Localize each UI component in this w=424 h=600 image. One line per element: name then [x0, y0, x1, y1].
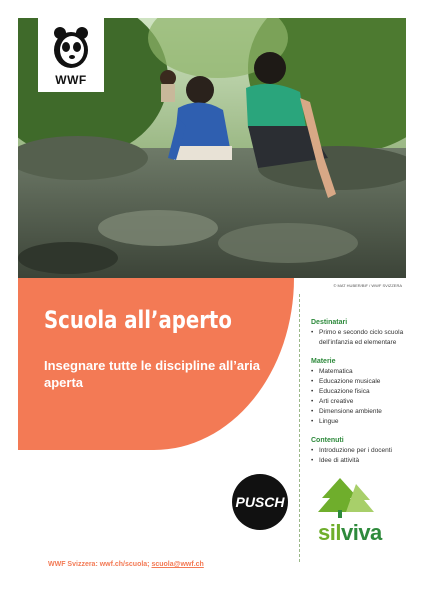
- page-subtitle: Insegnare tutte le discipline all’aria aperta: [44, 358, 261, 390]
- list-item: • Introduzione per i docenti: [311, 446, 411, 456]
- section-heading-contenuti: Contenuti: [311, 437, 344, 444]
- list-destinatari: [311, 328, 411, 348]
- panda-icon: [47, 24, 95, 70]
- section-heading-destinatari: Destinatari: [311, 319, 348, 326]
- list-item: • Idee di attività: [311, 456, 411, 466]
- list-item: • Arti creative: [311, 397, 411, 407]
- page-title: Scuola all’aperto: [44, 306, 232, 334]
- photo-credit: © MAT HUBER/BIF / WWF SVIZZERA: [333, 283, 402, 288]
- list-item: • Matematica: [311, 367, 411, 377]
- list-item: • Lingue: [311, 417, 411, 427]
- list-item: • Dimensione ambiente: [311, 407, 411, 417]
- silviva-sil: sil: [318, 520, 341, 545]
- list-item: • Educazione fisica: [311, 387, 411, 397]
- silviva-viva: viva: [340, 520, 382, 545]
- silviva-wordmark: [318, 520, 382, 546]
- wwf-logo: [38, 18, 104, 92]
- footer-label: WWF Svizzera: wwf.ch/scuola;: [48, 561, 152, 568]
- footer-contact: [48, 561, 204, 568]
- list-item: • Educazione musicale: [311, 377, 411, 387]
- section-heading-materie: Materie: [311, 358, 336, 365]
- list-materie: [311, 367, 411, 427]
- dashed-divider: [299, 294, 300, 562]
- tree-icon: [318, 478, 378, 520]
- wwf-wordmark: WWF: [55, 73, 87, 87]
- list-item: • Primo e secondo ciclo scuola dell’infanzia ed elementare: [311, 328, 411, 348]
- pusch-logo: PUSCH: [232, 474, 288, 530]
- info-sidebar: [311, 319, 411, 476]
- list-contenuti: [311, 446, 411, 466]
- silviva-logo: [312, 478, 402, 548]
- footer-email-link[interactable]: scuola@wwf.ch: [151, 561, 204, 568]
